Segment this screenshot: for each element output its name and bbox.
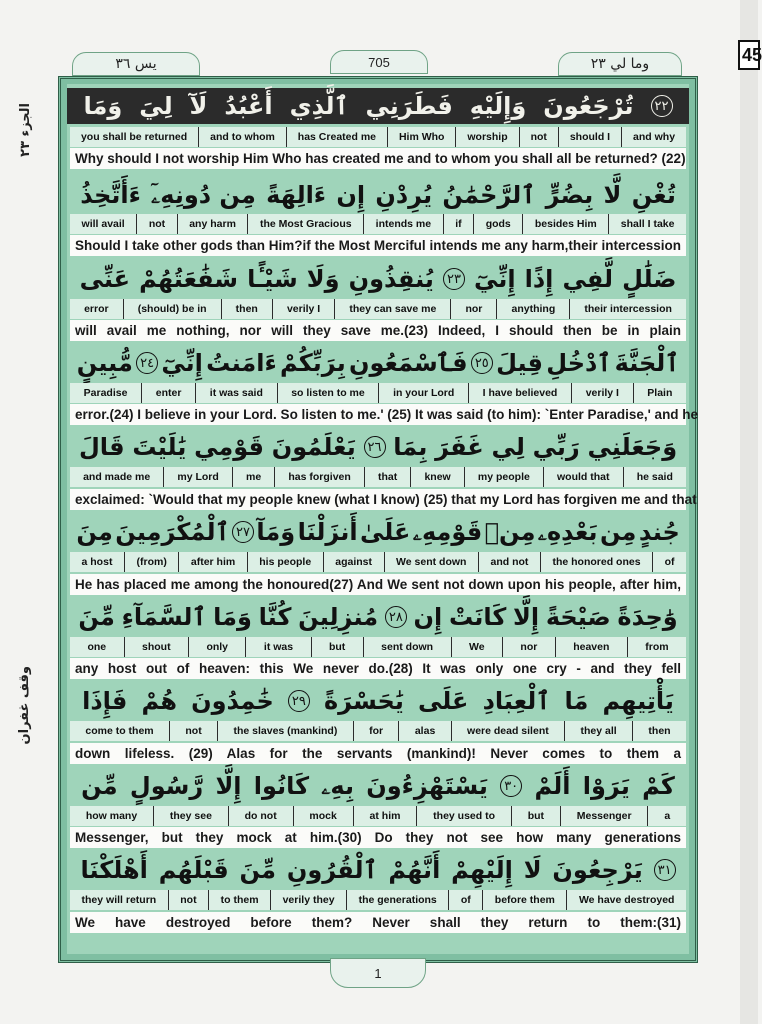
arabic-line — [67, 257, 689, 301]
arabic-word: ٱلَّذِي — [289, 92, 349, 120]
translation-line: Messenger, but they mock at him.(30) Do they not see how many generations — [70, 827, 686, 848]
word-gloss: you shall be returned — [70, 127, 198, 147]
arabic-word: يُنقِذُونِ — [348, 265, 434, 293]
arabic-word: وَمَا — [213, 603, 252, 631]
word-by-word-row — [70, 890, 686, 910]
word-gloss: my Lord — [163, 467, 232, 487]
translation-line: Should I take other gods than Him?if the Most Merciful intends me any harm,their intercession — [70, 235, 686, 256]
corner-page-number: 45 — [738, 40, 760, 70]
arabic-word: قِيلَ — [496, 349, 543, 377]
translation-line: will avail me nothing, nor will they save me.(23) Indeed, I should then be in plain — [70, 320, 686, 341]
word-gloss: for — [353, 721, 399, 741]
arabic-word: ضَلَٰلٍ — [622, 265, 677, 293]
word-by-word-row — [70, 467, 686, 487]
arabic-word: رَبِّي — [532, 433, 580, 461]
word-gloss: not — [168, 890, 208, 910]
word-gloss: verily I — [571, 383, 633, 403]
word-gloss: nor — [502, 637, 555, 657]
word-by-word-row — [70, 214, 686, 234]
arabic-word: أَهْلَكْنَا — [80, 856, 148, 884]
arabic-word: مَا — [564, 687, 589, 715]
arabic-word: لَّفِي — [562, 265, 614, 293]
arabic-word: وَمَآ — [256, 518, 296, 546]
arabic-word: إِنِّيٓ — [161, 349, 203, 377]
word-gloss: they all — [564, 721, 632, 741]
arabic-word: إِذًا — [524, 265, 554, 293]
arabic-word: ٱلْقُرُونِ — [286, 856, 378, 884]
sheet-number: 1 — [330, 958, 426, 988]
arabic-word: ءَامَنتُ — [206, 349, 277, 377]
arabic-word: تُرْجَعُونَ — [543, 92, 634, 120]
word-gloss: come to them — [70, 721, 169, 741]
word-by-word-row — [70, 127, 686, 147]
ayah-number-marker: ٣٠ — [500, 775, 522, 797]
arabic-line — [67, 848, 689, 892]
word-by-word-row — [70, 637, 686, 657]
word-gloss: knew — [410, 467, 463, 487]
arabic-word: وَإِلَيْهِ — [469, 92, 527, 120]
arabic-word: أَنزَلْنَا — [297, 518, 358, 546]
arabic-word: أَعْبُدُ — [224, 92, 273, 120]
arabic-word: فَإِذَا — [82, 687, 128, 715]
arabic-word: بَعْدِهِۦ — [537, 518, 598, 546]
arabic-word: أَنَّهُمْ — [388, 856, 441, 884]
arabic-word: إِلَّا — [513, 603, 540, 631]
ayah-number-marker: ٢٧ — [232, 521, 254, 543]
arabic-word: يَٰلَيْتَ — [132, 433, 187, 461]
ayah-number-marker: ٢٣ — [443, 268, 465, 290]
word-gloss: a — [647, 806, 686, 826]
arabic-word: يَعْلَمُونَ — [271, 433, 356, 461]
arabic-word: رَّسُولٍ — [129, 772, 204, 800]
translation-line: He has placed me among the honoured(27) And We sent not down upon his people, after him, — [70, 574, 686, 595]
arabic-word: يَسْتَهْزِءُونَ — [366, 772, 488, 800]
word-gloss: intends me — [363, 214, 443, 234]
arabic-word: جُندٍ — [638, 518, 680, 546]
arabic-line — [67, 679, 689, 723]
word-gloss: has Created me — [286, 127, 387, 147]
word-gloss: shall I take — [608, 214, 686, 234]
arabic-line — [67, 595, 689, 639]
word-gloss: Paradise — [70, 383, 141, 403]
arabic-word: وَجَعَلَنِي — [587, 433, 678, 461]
arabic-word: مِن دُونِهِۦٓ — [151, 181, 256, 209]
arabic-line — [67, 510, 689, 554]
arabic-word: لَّا — [603, 181, 622, 209]
word-gloss: enter — [141, 383, 195, 403]
arabic-word: ٱلسَّمَآءِ — [121, 603, 207, 631]
word-gloss: (from) — [124, 552, 178, 572]
arabic-word: لِي — [491, 433, 525, 461]
word-gloss: We sent down — [384, 552, 478, 572]
word-gloss: alas — [398, 721, 450, 741]
word-gloss: not — [136, 214, 176, 234]
translation-line: any host out of heaven: this We never do.(28) It was only one cry - and they fell — [70, 658, 686, 679]
arabic-word: فَطَرَنِي — [365, 92, 453, 120]
word-gloss: he said — [623, 467, 686, 487]
word-gloss: in your Lord — [378, 383, 468, 403]
word-gloss: before them — [482, 890, 566, 910]
arabic-word: شَيْـًٔا — [247, 265, 298, 293]
word-gloss: besides Him — [522, 214, 608, 234]
arabic-word: إِن — [413, 603, 443, 631]
translation-line: We have destroyed before them? Never shall they return to them:(31) — [70, 912, 686, 933]
word-gloss: so listen to me — [277, 383, 379, 403]
word-gloss: and to whom — [198, 127, 286, 147]
arabic-word: خَٰمِدُونَ — [191, 687, 274, 715]
word-gloss: the generations — [346, 890, 448, 910]
word-gloss: and why — [621, 127, 686, 147]
arabic-word: قَوْمِي — [194, 433, 264, 461]
word-gloss: but — [511, 806, 560, 826]
word-gloss: nor — [450, 299, 496, 319]
arabic-word: ءَالِهَةً — [266, 181, 327, 209]
arabic-word: عَلَىٰ — [359, 518, 411, 546]
arabic-word: يَرَوْا — [582, 772, 630, 800]
manzil-cartouche: وما لي ٢٣ — [558, 52, 682, 76]
arabic-line — [67, 764, 689, 808]
arabic-line — [67, 341, 689, 385]
word-by-word-row — [70, 721, 686, 741]
arabic-line — [67, 425, 689, 469]
arabic-word: ٱلْمُكْرَمِينَ — [115, 518, 230, 546]
arabic-word: هُمْ — [141, 687, 177, 715]
word-gloss: me — [232, 467, 274, 487]
word-by-word-row — [70, 552, 686, 572]
word-gloss: after him — [178, 552, 246, 572]
word-gloss: do not — [228, 806, 293, 826]
word-gloss: any harm — [177, 214, 248, 234]
page-number: 705 — [330, 50, 428, 74]
arabic-word: يَٰحَسْرَةً — [324, 687, 404, 715]
arabic-word: يَأْتِيهِم — [602, 687, 674, 715]
word-gloss: and not — [478, 552, 540, 572]
arabic-line — [67, 173, 689, 217]
word-by-word-row — [70, 806, 686, 826]
arabic-word: ٱلْجَنَّةَ — [614, 349, 680, 377]
ayah-number-marker: ٢٦ — [364, 436, 386, 458]
ayah-number-marker: ٢٢ — [651, 95, 673, 117]
waqf-side-label: وقف غفران — [16, 665, 32, 745]
word-gloss: has forgiven — [274, 467, 364, 487]
arabic-word: مِّن — [81, 772, 118, 800]
arabic-word: كَمْ — [642, 772, 675, 800]
arabic-word: كَانَتْ — [448, 603, 507, 631]
surah-cartouche: يس ٣٦ — [72, 52, 200, 76]
arabic-word: ٱلْعِبَادِ — [482, 687, 551, 715]
word-gloss: how many — [70, 806, 153, 826]
arabic-word: وَٰحِدَةً — [617, 603, 678, 631]
word-gloss: only — [188, 637, 245, 657]
arabic-word: صَيْحَةً — [545, 603, 611, 631]
arabic-word: لَآ — [189, 92, 208, 120]
arabic-word: بِمَا — [393, 433, 428, 461]
word-gloss: worship — [455, 127, 518, 147]
arabic-word: عَلَى — [417, 687, 469, 715]
arabic-word: مِنَ — [76, 518, 113, 546]
ayah-number-marker: ٢٤ — [136, 352, 158, 374]
arabic-word: ٱدْخُلِ — [546, 349, 612, 377]
arabic-word: أَلَمْ — [534, 772, 571, 800]
word-gloss: were dead silent — [451, 721, 564, 741]
word-gloss: it was said — [195, 383, 276, 403]
arabic-word: قَالَ — [78, 433, 125, 461]
word-gloss: will avail — [70, 214, 136, 234]
word-gloss: Messenger — [560, 806, 648, 826]
word-gloss: if — [443, 214, 474, 234]
juz-side-label: الجزء ٢٣ — [17, 103, 33, 157]
arabic-word: مِّنَ — [78, 603, 115, 631]
word-gloss: We — [451, 637, 502, 657]
word-gloss: one — [70, 637, 124, 657]
arabic-word: تُغْنِ — [631, 181, 676, 209]
word-gloss: verily they — [270, 890, 346, 910]
arabic-word: غَفَرَ — [435, 433, 484, 461]
arabic-word: وَمَا — [83, 92, 123, 120]
arabic-line — [67, 88, 689, 124]
word-gloss: the slaves (mankind) — [217, 721, 353, 741]
word-gloss: verily I — [272, 299, 334, 319]
word-gloss: they see — [153, 806, 228, 826]
word-gloss: not — [169, 721, 217, 741]
word-gloss: the honored ones — [540, 552, 652, 572]
word-gloss: at him — [353, 806, 417, 826]
word-gloss: gods — [473, 214, 522, 234]
word-gloss: to them — [208, 890, 270, 910]
translation-line: error.(24) I believe in your Lord. So listen to me.' (25) It was said (to him): `Enter Paradise,' and he — [70, 404, 686, 425]
arabic-word: مِن — [599, 518, 637, 546]
word-gloss: I have believed — [468, 383, 571, 403]
arabic-word: فَٱسْمَعُونِ — [348, 349, 468, 377]
word-gloss: that — [364, 467, 410, 487]
arabic-word: مُنزِلِينَ — [298, 603, 379, 631]
word-by-word-row — [70, 383, 686, 403]
word-gloss: anything — [496, 299, 569, 319]
arabic-word: شَفَٰعَتُهُمْ — [139, 265, 239, 293]
arabic-word: مِّنَ — [239, 856, 277, 884]
arabic-word: لَا — [523, 856, 542, 884]
word-gloss: then — [221, 299, 272, 319]
arabic-word: مِنۢ — [484, 518, 536, 546]
word-gloss: of — [652, 552, 686, 572]
word-gloss: Plain — [633, 383, 686, 403]
word-gloss: Him Who — [387, 127, 455, 147]
arabic-word: ءَأَتَّخِذُ — [80, 181, 141, 209]
word-gloss: against — [323, 552, 384, 572]
word-gloss: they used to — [416, 806, 511, 826]
word-gloss: error — [70, 299, 123, 319]
word-gloss: the Most Gracious — [247, 214, 363, 234]
word-gloss: of — [448, 890, 482, 910]
arabic-word: يَرْجِعُونَ — [552, 856, 643, 884]
ayah-number-marker: ٢٩ — [288, 690, 310, 712]
word-gloss: would that — [543, 467, 623, 487]
arabic-word: يُرِدْنِ — [375, 181, 433, 209]
word-gloss: they will return — [70, 890, 168, 910]
word-gloss: heaven — [555, 637, 627, 657]
word-gloss: but — [311, 637, 363, 657]
arabic-word: إِن — [336, 181, 366, 209]
word-gloss: they can save me — [334, 299, 450, 319]
arabic-word: عَنِّى — [79, 265, 131, 293]
arabic-word: قَوْمِهِۦ — [412, 518, 483, 546]
arabic-word: لِيَ — [139, 92, 173, 120]
word-gloss: it was — [245, 637, 310, 657]
ayah-number-marker: ٣١ — [654, 859, 676, 881]
translation-line: down lifeless. (29) Alas for the servants (mankind)! Never comes to them a — [70, 743, 686, 764]
page-edge — [740, 0, 758, 1024]
translation-line: exclaimed: `Would that my people knew (what I know) (25) that my Lord has forgiven me and that — [70, 489, 686, 510]
word-gloss: not — [519, 127, 558, 147]
word-gloss: should I — [558, 127, 621, 147]
arabic-word: كُنَّا — [258, 603, 292, 631]
word-gloss: sent down — [363, 637, 451, 657]
word-gloss: We have destroyed — [566, 890, 686, 910]
word-gloss: a host — [70, 552, 124, 572]
arabic-word: وَلَا — [306, 265, 340, 293]
arabic-word: إِلَيْهِمْ — [451, 856, 513, 884]
arabic-word: بِرَبِّكُمْ — [279, 349, 346, 377]
word-by-word-row — [70, 299, 686, 319]
word-gloss: their intercession — [569, 299, 686, 319]
arabic-word: بِضُرٍّ — [545, 181, 594, 209]
arabic-word: إِنِّيٓ — [474, 265, 516, 293]
arabic-word: ٱلرَّحْمَٰنُ — [442, 181, 536, 209]
word-gloss: his people — [247, 552, 323, 572]
word-gloss: from — [627, 637, 686, 657]
arabic-word: مُّبِينٍ — [76, 349, 133, 377]
word-gloss: and made me — [70, 467, 163, 487]
translation-line: Why should I not worship Him Who has created me and to whom you shall all be returned? (22) — [70, 148, 686, 169]
word-gloss: my people — [464, 467, 543, 487]
ayah-number-marker: ٢٥ — [471, 352, 493, 374]
word-gloss: mock — [293, 806, 353, 826]
ayah-number-marker: ٢٨ — [385, 606, 407, 628]
arabic-word: بِهِۦ — [321, 772, 354, 800]
arabic-word: كَانُوا — [253, 772, 310, 800]
word-gloss: then — [632, 721, 686, 741]
arabic-word: إِلَّا — [215, 772, 242, 800]
word-gloss: (should) be in — [123, 299, 221, 319]
arabic-word: قَبْلَهُم — [158, 856, 229, 884]
word-gloss: shout — [124, 637, 188, 657]
